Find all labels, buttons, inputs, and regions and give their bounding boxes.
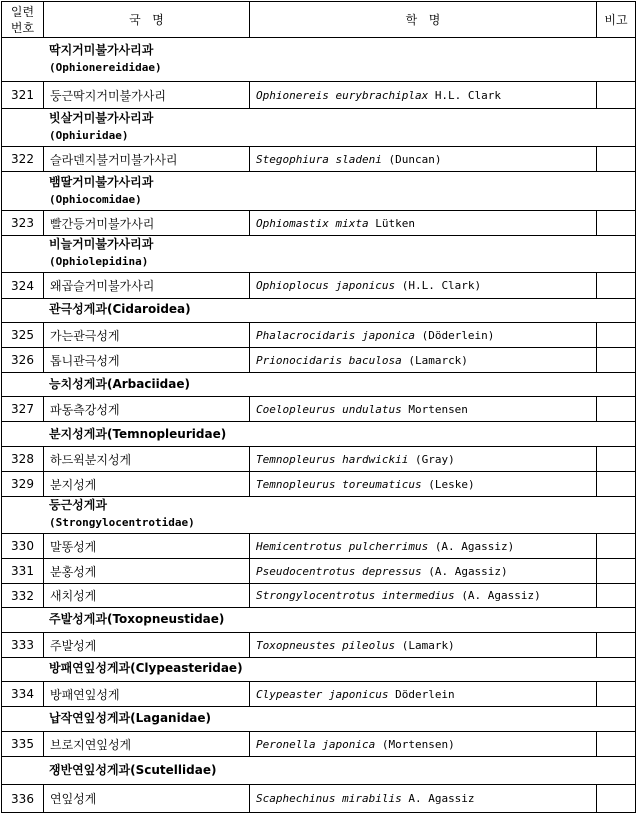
rule-vertical	[43, 396, 44, 422]
rule-horizontal	[1, 171, 636, 172]
korean-name-cell: 가는관극성게	[50, 328, 120, 343]
rule-vertical	[249, 272, 250, 299]
rule-vertical	[1, 108, 2, 147]
author-citation: (Mortensen)	[381, 737, 455, 751]
binomial-name: Phalacrocidaris japonica	[256, 328, 415, 342]
rule-vertical	[43, 471, 44, 497]
serial-number-cell: 335	[11, 737, 34, 751]
serial-number-cell: 329	[11, 477, 34, 491]
rule-vertical	[1, 706, 2, 732]
korean-name-cell: 하드윅분지성게	[50, 452, 132, 467]
header-korean-name: 국 명	[129, 13, 164, 27]
rule-vertical	[43, 1, 44, 38]
family-korean-name: 쟁반연잎성게과(Scutellidae)	[49, 763, 217, 777]
rule-vertical	[43, 681, 44, 707]
rule-vertical	[1, 656, 2, 682]
family-korean-name: 관극성게과(Cidaroidea)	[49, 302, 191, 316]
rule-vertical	[249, 396, 250, 422]
author-citation: (Gray)	[414, 452, 455, 466]
author-citation: (A. Agassiz)	[434, 539, 515, 553]
scientific-name-cell	[250, 472, 596, 496]
remarks-cell	[597, 633, 635, 657]
rule-vertical	[1, 632, 2, 658]
rule-horizontal	[1, 108, 636, 109]
scientific-name-cell	[250, 559, 596, 583]
rule-vertical	[43, 558, 44, 584]
remarks-cell	[597, 559, 635, 583]
rule-vertical	[249, 322, 250, 348]
rule-vertical	[249, 210, 250, 236]
binomial-name: Pseudocentrotus depressus	[256, 564, 422, 578]
rule-vertical	[43, 583, 44, 608]
rule-horizontal	[1, 756, 636, 757]
rule-vertical	[249, 681, 250, 707]
scientific-name-cell	[250, 682, 596, 706]
spacer	[402, 792, 409, 805]
spacer	[375, 738, 382, 751]
author-citation: (Duncan)	[388, 152, 442, 166]
family-heading	[49, 236, 153, 270]
rule-horizontal	[1, 372, 636, 373]
family-heading	[49, 611, 224, 628]
family-heading	[49, 301, 191, 318]
remarks-cell	[597, 584, 635, 607]
author-citation: (Leske)	[428, 477, 475, 491]
binomial-name: Hemicentrotus pulcherrimus	[256, 539, 429, 553]
rule-horizontal	[1, 607, 636, 608]
korean-name-cell: 분지성게	[50, 477, 97, 492]
remarks-cell	[597, 534, 635, 558]
rule-vertical	[1, 322, 2, 348]
family-korean-name: 주발성게과(Toxopneustidae)	[49, 612, 225, 626]
rule-vertical	[1, 347, 2, 373]
spacer	[428, 89, 435, 102]
rule-vertical	[1, 297, 2, 323]
serial-number-cell: 323	[11, 216, 34, 230]
serial-number-cell: 332	[11, 588, 34, 603]
rule-vertical	[1, 1, 2, 38]
rule-vertical	[596, 784, 597, 813]
serial-number-cell: 325	[11, 328, 34, 342]
korean-name-cell: 왜곱슬거미불가사리	[50, 279, 155, 293]
rule-vertical	[249, 446, 250, 472]
scientific-name-cell	[250, 211, 596, 235]
author-citation: Mortensen	[408, 402, 468, 416]
korean-name-cell: 새치성게	[50, 589, 97, 603]
rule-vertical	[1, 446, 2, 472]
scientific-name-cell	[250, 397, 596, 421]
family-heading	[49, 174, 153, 208]
rule-vertical	[596, 210, 597, 236]
rule-vertical	[249, 583, 250, 608]
rule-vertical	[596, 1, 597, 38]
rule-horizontal	[1, 1, 636, 2]
rule-vertical	[1, 210, 2, 236]
scientific-name-cell	[250, 584, 596, 607]
family-latin-name: (Ophionereididae)	[49, 61, 162, 74]
rule-vertical	[1, 494, 2, 534]
remarks-cell	[597, 348, 635, 372]
family-heading	[49, 710, 211, 727]
serial-number-cell: 327	[11, 402, 34, 416]
scientific-name-cell	[250, 82, 596, 108]
remarks-cell	[597, 397, 635, 421]
author-citation: Lütken	[375, 216, 415, 230]
family-korean-name: 분지성게과(Temnopleuridae)	[49, 427, 227, 441]
rule-vertical	[596, 146, 597, 172]
scientific-name-cell	[250, 732, 596, 756]
author-citation: A. Agassiz	[408, 792, 475, 805]
korean-name-cell: 방패연잎성게	[50, 687, 120, 702]
korean-name-cell: 연잎성게	[50, 792, 97, 806]
rule-vertical	[1, 234, 2, 273]
serial-number-cell: 328	[11, 452, 34, 466]
rule-vertical	[43, 272, 44, 299]
remarks-cell	[597, 682, 635, 706]
rule-vertical	[43, 210, 44, 236]
rule-vertical	[1, 146, 2, 172]
binomial-name: Prionocidaris baculosa	[256, 353, 402, 367]
rule-vertical	[249, 632, 250, 658]
remarks-cell	[597, 82, 635, 108]
rule-vertical	[1, 583, 2, 608]
rule-vertical	[596, 272, 597, 299]
author-citation: (A. Agassiz)	[428, 564, 508, 578]
serial-number-cell: 331	[11, 564, 34, 578]
header-remarks: 비고	[604, 13, 628, 27]
binomial-name: Stegophiura sladeni	[256, 152, 382, 166]
rule-vertical	[43, 446, 44, 472]
rule-vertical	[596, 81, 597, 109]
scientific-name-cell	[250, 785, 596, 812]
family-latin-name: (Ophiocomidae)	[49, 193, 142, 206]
serial-number-cell: 334	[11, 687, 34, 701]
rule-horizontal	[1, 298, 636, 299]
rule-vertical	[249, 81, 250, 109]
rule-vertical	[1, 37, 2, 82]
rule-vertical	[249, 784, 250, 813]
scientific-name-cell	[250, 348, 596, 372]
binomial-name: Temnopleurus hardwickii	[256, 452, 409, 466]
rule-vertical	[249, 558, 250, 584]
korean-name-cell: 빨간등거미불가사리	[50, 216, 155, 231]
family-heading	[49, 497, 195, 531]
rule-vertical	[1, 272, 2, 299]
author-citation: (Döderlein)	[421, 328, 495, 342]
rule-horizontal	[1, 657, 636, 658]
author-citation: (Lamark)	[401, 638, 455, 652]
author-citation: (H.L. Clark)	[401, 279, 482, 292]
spacer	[395, 279, 402, 292]
rule-vertical	[1, 81, 2, 109]
rule-vertical	[1, 422, 2, 447]
spacer	[422, 565, 429, 578]
family-heading	[49, 110, 153, 144]
spacer	[455, 589, 462, 602]
header-serial-number	[2, 2, 43, 37]
serial-number-cell: 330	[11, 539, 34, 553]
family-latin-name: (Ophiuridae)	[49, 129, 129, 142]
rule-vertical	[1, 681, 2, 707]
family-heading	[49, 762, 216, 779]
family-heading	[49, 426, 226, 443]
rule-vertical	[249, 533, 250, 559]
korean-name-cell: 슬라덴지불거미불가사리	[50, 152, 178, 167]
rule-horizontal	[1, 706, 636, 707]
rule-vertical	[1, 784, 2, 813]
author-citation: (A. Agassiz)	[461, 589, 541, 602]
serial-number-cell: 333	[11, 638, 34, 652]
rule-vertical	[596, 632, 597, 658]
family-korean-name: 딱지거미불가사리과	[49, 43, 154, 57]
rule-vertical	[43, 632, 44, 658]
spacer	[428, 540, 435, 553]
rule-vertical	[1, 372, 2, 397]
rule-vertical	[1, 756, 2, 785]
serial-number-cell: 321	[11, 88, 34, 102]
rule-vertical	[596, 471, 597, 497]
family-korean-name: 빗살거미불가사리과	[49, 111, 154, 125]
binomial-name: Ophionereis eurybrachiplax	[256, 88, 429, 102]
family-korean-name: 비늘거미불가사리과	[49, 237, 154, 251]
header-scientific-name: 학 명	[405, 13, 441, 27]
rule-vertical	[596, 396, 597, 422]
rule-vertical	[596, 322, 597, 348]
rule-vertical	[596, 558, 597, 584]
rule-vertical	[596, 533, 597, 559]
korean-name-cell: 둥근딱지거미불가사리	[50, 88, 166, 103]
rule-vertical	[43, 731, 44, 757]
remarks-cell	[597, 273, 635, 298]
rule-vertical	[43, 146, 44, 172]
family-heading	[49, 660, 243, 677]
korean-name-cell: 주발성게	[50, 638, 97, 653]
remarks-cell	[597, 147, 635, 171]
binomial-name: Temnopleurus toreumaticus	[256, 477, 422, 491]
author-citation: (Lamarck)	[408, 353, 468, 367]
spacer	[388, 688, 395, 701]
rule-vertical	[1, 533, 2, 559]
family-heading	[49, 376, 190, 393]
scientific-name-cell	[250, 273, 596, 298]
spacer	[402, 354, 409, 367]
family-korean-name: 능치성게과(Arbaciidae)	[49, 377, 190, 391]
remarks-cell	[597, 785, 635, 812]
family-korean-name: 납작연잎성게과(Laganidae)	[49, 711, 212, 725]
binomial-name: Toxopneustes pileolus	[256, 638, 396, 652]
rule-vertical	[1, 396, 2, 422]
family-korean-name: 방패연잎성게과(Clypeasteridae)	[49, 661, 243, 675]
rule-vertical	[43, 322, 44, 348]
rule-vertical	[596, 583, 597, 608]
korean-name-cell: 파동측강성게	[50, 402, 120, 417]
remarks-cell	[597, 472, 635, 496]
spacer	[422, 478, 429, 491]
rule-vertical	[596, 681, 597, 707]
serial-number-cell: 322	[11, 152, 34, 166]
serial-number-cell: 326	[11, 353, 34, 367]
rule-vertical	[43, 347, 44, 373]
rule-horizontal	[1, 37, 636, 38]
remarks-cell	[597, 732, 635, 756]
author-citation: Döderlein	[395, 687, 455, 701]
korean-name-cell: 분홍성게	[50, 564, 97, 579]
binomial-name: Clypeaster japonicus	[256, 687, 389, 701]
serial-number-cell: 336	[11, 791, 34, 806]
rule-vertical	[43, 784, 44, 813]
rule-horizontal	[1, 421, 636, 422]
rule-vertical	[1, 731, 2, 757]
binomial-name: Strongylocentrotus intermedius	[256, 589, 455, 602]
remarks-cell	[597, 323, 635, 347]
rule-vertical	[249, 347, 250, 373]
rule-vertical	[249, 1, 250, 38]
korean-name-cell: 브로지연잎성게	[50, 737, 132, 752]
rule-vertical	[1, 558, 2, 584]
binomial-name: Scaphechinus mirabilis	[256, 792, 402, 805]
remarks-cell	[597, 211, 635, 235]
spacer	[395, 639, 402, 652]
rule-vertical	[249, 146, 250, 172]
spacer	[415, 329, 422, 342]
scientific-name-cell	[250, 447, 596, 471]
binomial-name: Peronella japonica	[256, 737, 376, 751]
family-heading	[49, 42, 162, 76]
family-latin-name: (Strongylocentrotidae)	[49, 516, 195, 529]
rule-vertical	[1, 607, 2, 633]
spacer	[369, 217, 376, 230]
binomial-name: Ophiomastix mixta	[256, 216, 369, 230]
scientific-name-cell	[250, 147, 596, 171]
rule-vertical	[596, 446, 597, 472]
rule-vertical	[596, 347, 597, 373]
family-korean-name: 둥근성게과	[49, 498, 107, 512]
rule-vertical	[249, 731, 250, 757]
spacer	[382, 153, 389, 166]
korean-name-cell: 말똥성게	[50, 539, 97, 554]
serial-number-cell: 324	[11, 278, 34, 293]
spacer	[402, 403, 409, 416]
rule-vertical	[596, 731, 597, 757]
family-latin-name: (Ophiolepidina)	[49, 255, 149, 268]
header-serial-line-2: 번호	[10, 20, 35, 35]
scientific-name-cell	[250, 633, 596, 657]
rule-vertical	[43, 81, 44, 109]
author-citation: H.L. Clark	[434, 88, 502, 102]
korean-name-cell: 톱니관극성게	[50, 353, 120, 368]
rule-vertical	[249, 471, 250, 497]
binomial-name: Ophioplocus japonicus	[256, 279, 396, 292]
rule-vertical	[43, 533, 44, 559]
scientific-name-cell	[250, 323, 596, 347]
family-korean-name: 뱀딸거미불가사리과	[49, 175, 154, 189]
rule-vertical	[1, 172, 2, 211]
spacer	[408, 453, 415, 466]
binomial-name: Coelopleurus undulatus	[256, 402, 402, 416]
header-serial-line-1: 일련	[10, 4, 35, 19]
scientific-name-cell	[250, 534, 596, 558]
remarks-cell	[597, 447, 635, 471]
